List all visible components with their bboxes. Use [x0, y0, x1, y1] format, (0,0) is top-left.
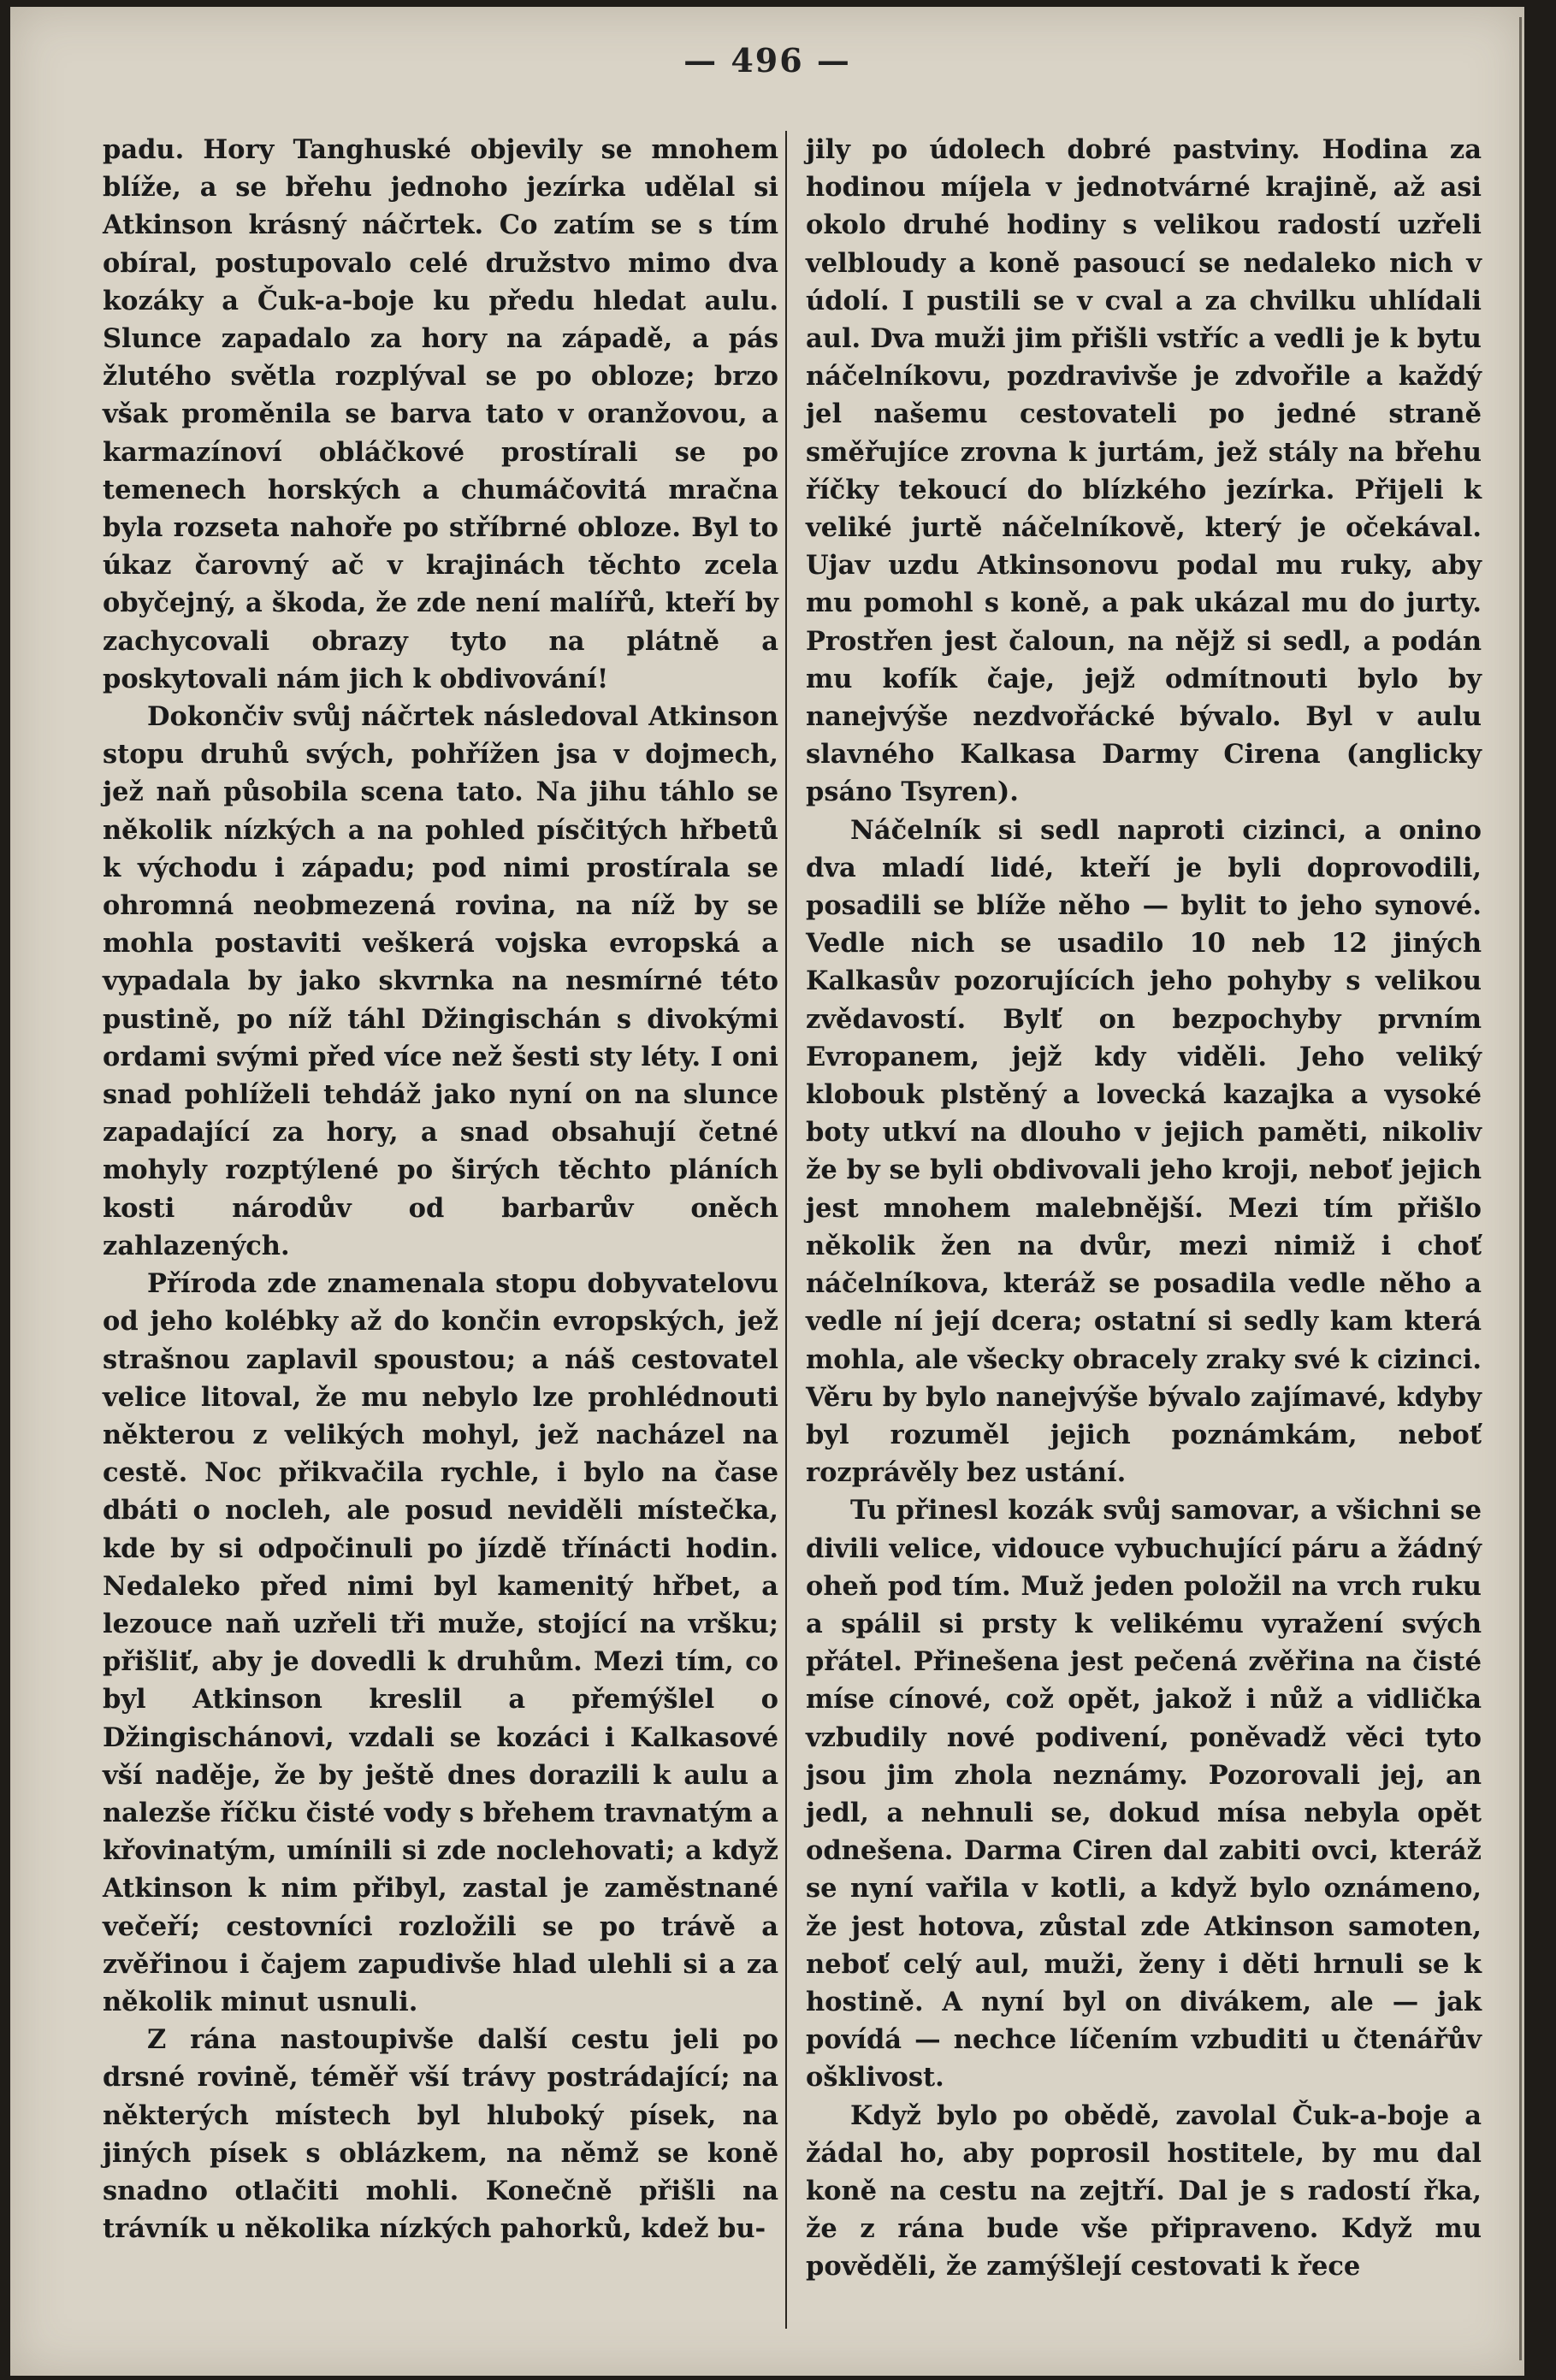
page-edge	[1519, 17, 1522, 2360]
right-column	[806, 131, 1482, 2286]
paragraph: Dokončiv svůj náčrtek následoval Atkinson stopu druhů svých, pohřížen jsa v dojmech, jež naň působila scena tato. Na jihu táhlo se několik nízkých a na pohled písčitých hřbetů k východu i západu; pod nimi prostírala se ohromná neobmezená rovina, na níž by se mohla postaviti veškerá vojska evropská a vypadala by jako skvrnka na nesmírné této pustině, po níž táhl Džingischán s divokými ordami svými před více než šesti sty léty. I oni snad pohlíželi tehdáž jako nyní on na slunce zapadající za hory, a snad obsahují četné mohyly rozptýlené po širých těchto pláních kosti národův od barbarův oněch zahlazených.	[103, 701, 778, 1261]
page-number: — 496 —	[683, 41, 851, 80]
paragraph: Z rána nastoupivše další cestu jeli po drsné rovině, téměř vší trávy postrádající; na některých místech byl hluboký písek, na jiných písek s oblázkem, na němž se koně snadno otlačiti mohli. Konečně přišli na trávník u několika nízkých pahorků, kdež bu-	[103, 2024, 778, 2245]
paragraph: padu. Hory Tanghuské objevily se mnohem blíže, a se břehu jednoho jezírka udělal si Atkinson krásný náčrtek. Co zatím se s tím obíral, postupovalo celé družstvo mimo dva kozáky a Čuk-a-boje ku předu hledat aulu. Slunce zapadalo za hory na západě, a pás žlutého světla rozplýval se po obloze; brzo však proměnila se barva tato v oranžovou, a karmazínoví obláčkové prostírali se po temenech horských a chumáčovitá mračna byla rozseta nahoře po stříbrné obloze. Byl to úkaz čarovný ač v krajinách těchto zcela obyčejný, a škoda, že zde není malířů, kteří by zachycovali obrazy tyto na plátně a poskytovali nám jich k obdivování!	[103, 134, 778, 694]
paragraph: jily po údolech dobré pastviny. Hodina za hodinou míjela v jednotvárné krajině, až asi okolo druhé hodiny s velikou radostí uzřeli velbloudy a koně pasoucí se nedaleko nich v údolí. I pustili se v cval a za chvilku uhlídali aul. Dva muži jim přišli vstříc a vedli je k bytu náčelníkovu, pozdravivše je zdvořile a každý jel našemu cestovateli po jedné straně směřujíce zrovna k jurtám, jež stály na břehu říčky tekoucí do blízkého jezírka. Přijeli k veliké jurtě náčelníkově, který je očekával. Ujav uzdu Atkinsonovu podal mu ruky, aby mu pomohl s koně, a pak ukázal mu do jurty. Prostřen jest čaloun, na nějž si sedl, a podán mu kofík čaje, jejž odmítnouti bylo by nanejvýše nezdvořácké bývalo. Byl v aulu slavného Kalkasa Darmy Cirena (anglicky psáno Tsyren).	[806, 134, 1482, 808]
book-page	[10, 7, 1524, 2376]
left-column	[103, 131, 778, 2247]
column-divider	[785, 131, 787, 2329]
paragraph: Tu přinesl kozák svůj samovar, a všichni se divili velice, vidouce vybuchující páru a žádný oheň pod tím. Muž jeden položil na vrch ruku a spálil si prsty k velikému vyražení svých přátel. Přinešena jest pečená zvěřina na čisté míse cínové, což opět, jakož i nůž a vidlička vzbudily nové podivení, poněvadž věci tyto jsou jim zhola neznámy. Pozorovali jej, an jedl, a nehnuli se, dokud mísa nebyla opět odnešena. Darma Ciren dal zabiti ovci, kteráž se nyní vařila v kotli, a když bylo oznámeno, že jest hotova, zůstal zde Atkinson samoten, neboť celý aul, muži, ženy i děti hrnuli se k hostině. A nyní byl on divákem, ale — jak povídá — nechce líčením vzbuditi u čtenářův ošklivost.	[806, 1495, 1482, 2094]
paragraph: Náčelník si sedl naproti cizinci, a onino dva mladí lidé, kteří je byli doprovodili, posadili se blíže něho — bylit to jeho synové. Vedle nich se usadilo 10 neb 12 jiných Kalkasův pozorujících jeho pohyby s velikou zvědavostí. Bylť on bezpochyby prvním Evropanem, jejž kdy viděli. Jeho veliký klobouk plstěný a lovecká kazajka a vysoké boty utkví na dlouho v jejich paměti, nikoliv že by se byli obdivovali jeho kroji, neboť jejich jest mnohem malebnější. Mezi tím přišlo několik žen na dvůr, mezi nimiž i choť náčelníkova, kteráž se posadila vedle něho a vedle ní její dcera; ostatní si sedly kam která mohla, ale všecky obracely zraky své k cizinci. Věru by bylo nanejvýše bývalo zajímavé, kdyby byl rozuměl jejich poznámkám, neboť rozprávěly bez ustání.	[806, 814, 1482, 1489]
paragraph: Příroda zde znamenala stopu dobyvatelovu od jeho kolébky až do končin evropských, jež strašnou zaplavil spoustou; a náš cestovatel velice litoval, že mu nebylo lze prohlédnouti některou z velikých mohyl, jež nacházel na cestě. Noc přikvačila rychle, i bylo na čase dbáti o nocleh, ale posud neviděli místečka, kde by si odpočinuli po jízdě třínácti hodin. Nedaleko před nimi byl kamenitý hřbet, a lezouce naň uzřeli tři muže, stojící na vršku; přišliť, aby je dovedli k druhům. Mezi tím, co byl Atkinson kreslil a přemýšlel o Džingischánovi, vzdali se kozáci i Kalkasové vší naděje, že by ještě dnes dorazili k aulu a nalezše říčku čisté vody s břehem travnatým a křovinatým, umínili si zde noclehovati; a když Atkinson k nim přibyl, zastal je zaměstnané večeří; cestovníci rozložili se po trávě a zvěřinou i čajem zapudivše hlad ulehli si a za několik minut usnuli.	[103, 1268, 778, 2017]
paragraph: Když bylo po obědě, zavolal Čuk-a-boje a žádal ho, aby poprosil hostitele, by mu dal koně na cestu na zejtří. Dal je s radostí řka, že z rána bude vše připraveno. Když mu pověděli, že zamýšlejí cestovati k řece	[806, 2099, 1482, 2283]
